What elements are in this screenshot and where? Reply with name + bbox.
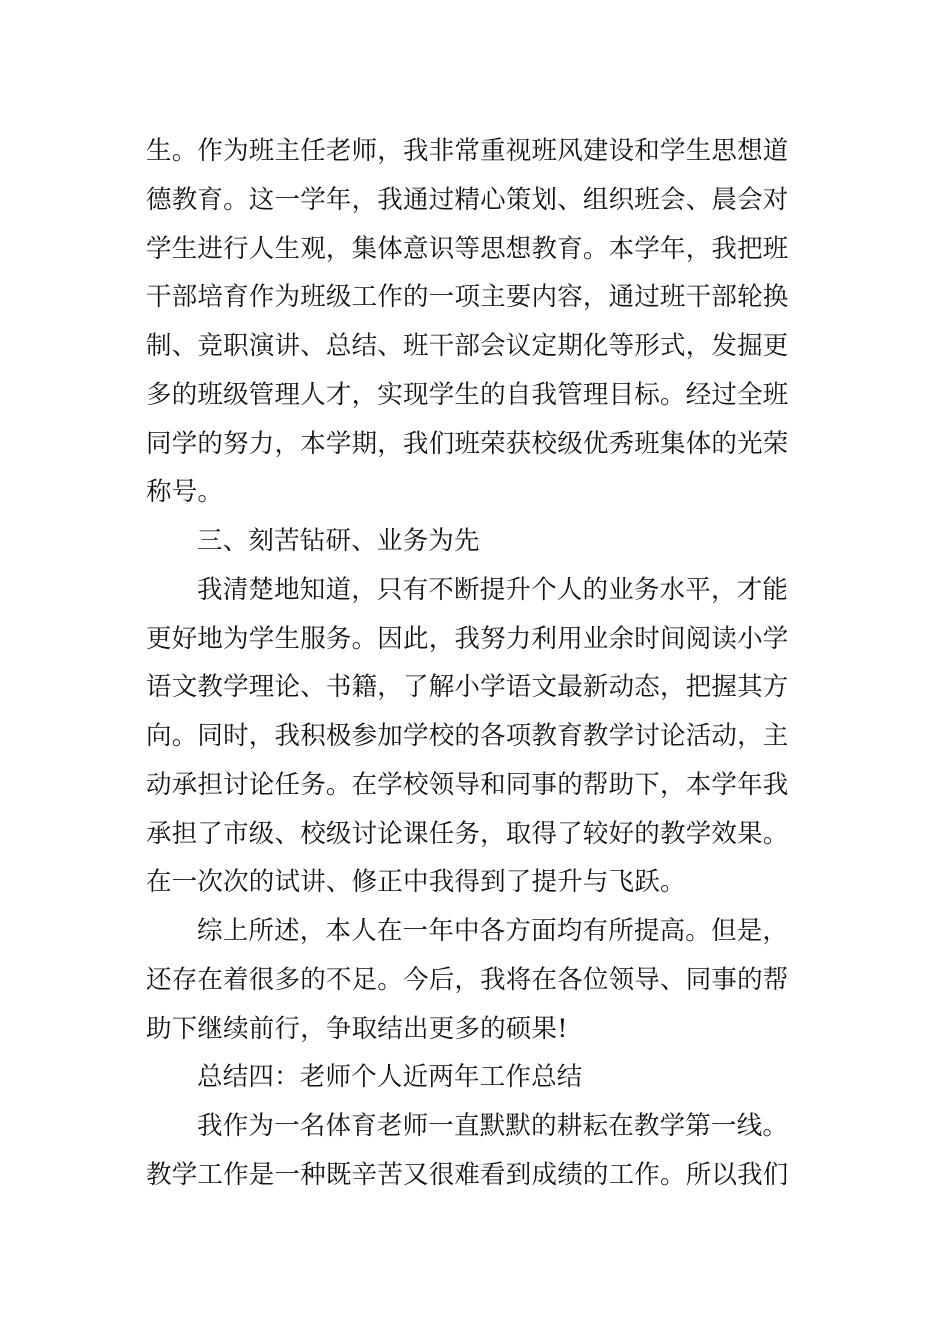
body-line: 承担了市级、校级讨论课任务，取得了较好的教学效果。 <box>146 818 789 849</box>
body-line: 干部培育作为班级工作的一项主要内容，通过班干部轮换 <box>146 282 789 313</box>
body-line: 我作为一名体育老师一直默默的耕耘在教学第一线。 <box>197 1111 789 1141</box>
body-line: 向。同时，我积极参加学校的各项教育教学讨论活动，主 <box>146 721 789 751</box>
body-line: 动承担讨论任务。在学校领导和同事的帮助下，本学年我 <box>146 769 789 800</box>
body-line: 我清楚地知道，只有不断提升个人的业务水平，才能 <box>197 574 789 605</box>
body-line: 同学的努力，本学期，我们班荣获校级优秀班集体的光荣 <box>146 428 789 459</box>
section-heading: 三、刻苦钻研、业务为先 <box>197 526 480 556</box>
body-line: 称号。 <box>146 477 224 508</box>
body-line: 多的班级管理人才，实现学生的自我管理目标。经过全班 <box>146 379 789 410</box>
body-line: 助下继续前行，争取结出更多的硕果! <box>146 1013 568 1044</box>
section-heading: 总结四：老师个人近两年工作总结 <box>197 1062 583 1093</box>
document-body <box>146 127 816 1200</box>
body-line: 教学工作是一种既辛苦又很难看到成绩的工作。所以我们 <box>146 1159 789 1190</box>
body-line: 语文教学理论、书籍，了解小学语文最新动态，把握其方 <box>146 672 789 703</box>
body-line: 学生进行人生观，集体意识等思想教育。本学年，我把班 <box>146 233 789 264</box>
body-line: 还存在着很多的不足。今后，我将在各位领导、同事的帮 <box>146 964 789 995</box>
body-line: 德教育。这一学年，我通过精心策划、组织班会、晨会对 <box>146 184 789 215</box>
body-line: 生。作为班主任老师，我非常重视班风建设和学生思想道 <box>146 136 789 166</box>
body-line: 综上所述，本人在一年中各方面均有所提高。但是， <box>197 916 789 946</box>
body-line: 更好地为学生服务。因此，我努力利用业余时间阅读小学 <box>146 623 789 654</box>
body-line: 在一次次的试讲、修正中我得到了提升与飞跃。 <box>146 867 686 898</box>
body-line: 制、竞职演讲、总结、班干部会议定期化等形式，发掘更 <box>146 331 789 361</box>
